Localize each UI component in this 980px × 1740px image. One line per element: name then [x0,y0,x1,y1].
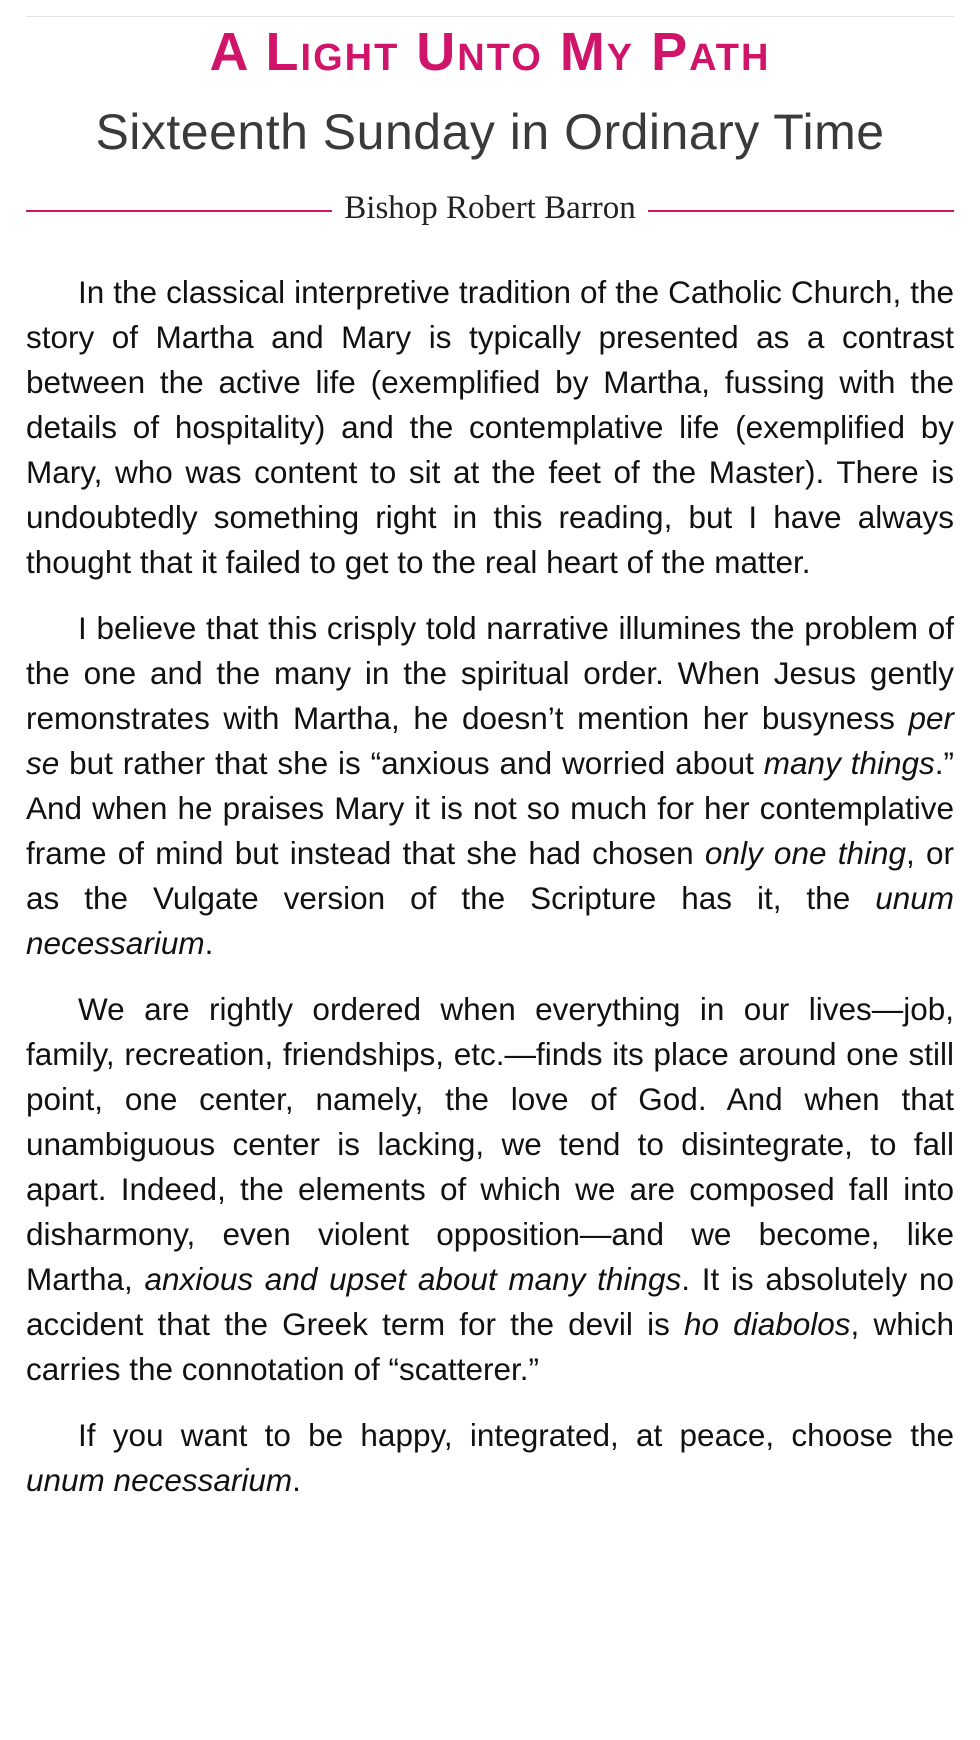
top-divider [26,16,954,17]
page-title: Sixteenth Sunday in Ordinary Time [95,104,885,160]
italic-term: ho diabolos [683,1306,851,1342]
paragraph-2: I believe that this crisply told narrative illumines the problem of the one and the many in the spiritual order. When Jesus gently remonstrates with Martha, he doesn’t mention her busyness per se but rather that she is “anxious and worried about many things.” And when he praises Mary it is not so much for her contemplative frame of mind but instead that she had chosen only one thing, or as the Vulgate version of the Scripture has it, the unum necessarium. [26,610,955,961]
italic-term: many things [763,745,935,781]
byline-rule-left [26,210,332,212]
italic-term: unum necessarium [26,1462,293,1498]
paragraph-4: If you want to be happy, integrated, at peace, choose the unum necessarium. [26,1417,954,1498]
paragraph-1: In the classical interpretive tradition of the Catholic Church, the story of Martha and Mary is typically presented as a contrast between the active life (exemplified by Martha, fussing with the details of hospitality) and the contemplative life (exemplified by Mary, who was content to sit at the feet of the Master). There is undoubtedly something right in this reading, but I have always thought that it failed to get to the real heart of the matter. [26,274,954,580]
byline-row [26,188,954,228]
series-title: A Light Unto My Path [209,22,771,82]
italic-term: only one thing [704,835,907,871]
author-byline: Bishop Robert Barron [344,189,636,226]
paragraph-3: We are rightly ordered when everything in our lives—job, family, recreation, friendships, etc.—finds its place around one still point, one center, namely, the love of God. And when that unambiguous center is lacking, we tend to disintegrate, to fall apart. Indeed, the elements of which we are composed fall into disharmony, even violent opposition—and we become, like Martha, anxious and upset about many things. It is absolutely no accident that the Greek term for the devil is ho diabolos, which carries the connotation of “scatterer.” [26,991,955,1387]
italic-term: anxious and upset about many things [144,1261,682,1297]
article-body [26,270,954,1524]
byline-rule-right [648,210,954,212]
italic-term: unum necessarium [26,880,954,961]
italic-term: per se [26,700,954,781]
